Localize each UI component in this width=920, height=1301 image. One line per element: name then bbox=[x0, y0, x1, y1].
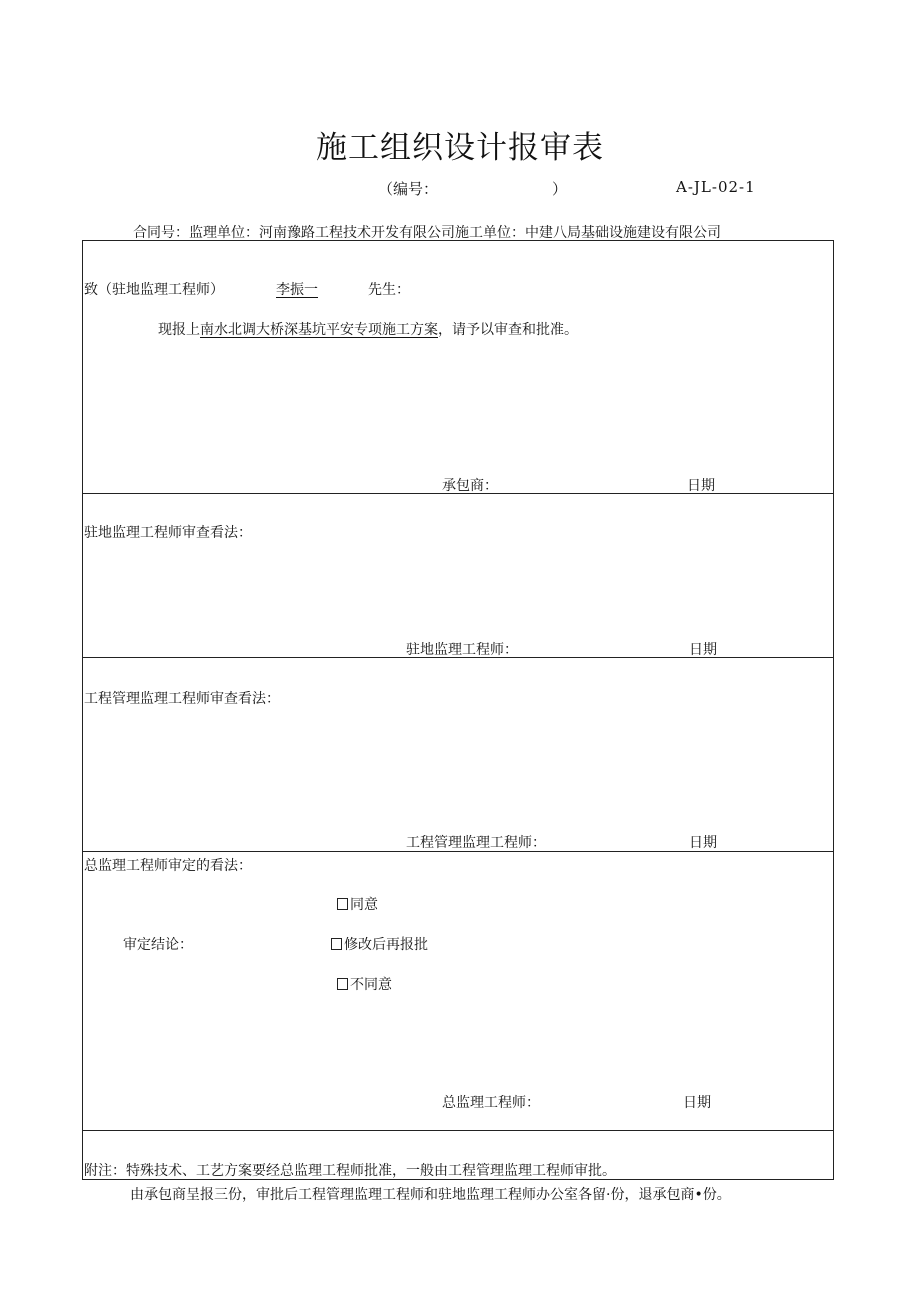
checkbox-icon[interactable] bbox=[337, 978, 348, 990]
option-reject[interactable] bbox=[337, 974, 392, 994]
addressee-label: 致（驻地监理工程师） bbox=[84, 282, 224, 298]
management-review-heading: 工程管理监理工程师审查看法： bbox=[84, 691, 280, 707]
contractor-date-label: 日期 bbox=[687, 478, 715, 494]
form-title: 施工组织设计报审表 bbox=[316, 130, 604, 166]
form-table bbox=[82, 240, 834, 1180]
chief-sign-label: 总监理工程师： bbox=[442, 1095, 540, 1111]
engineer-name: 李振一 bbox=[276, 282, 318, 298]
submission-statement bbox=[158, 319, 578, 339]
resident-review-heading: 驻地监理工程师审查看法： bbox=[84, 525, 252, 541]
contractor-sign-label: 承包商： bbox=[442, 478, 498, 494]
option-revise[interactable] bbox=[331, 934, 428, 954]
option-approve[interactable] bbox=[337, 894, 378, 914]
form-code: A-JL-02-1 bbox=[676, 178, 756, 196]
option-revise-label: 修改后再报批 bbox=[344, 937, 428, 953]
row-divider bbox=[82, 1130, 834, 1131]
checkbox-icon[interactable] bbox=[331, 938, 342, 950]
option-approve-label: 同意 bbox=[350, 897, 378, 913]
submit-suffix: ，请予以审查和批准。 bbox=[438, 322, 578, 338]
submit-prefix: 现报上 bbox=[158, 322, 200, 338]
serial-label: （编号： bbox=[378, 180, 439, 198]
option-reject-label: 不同意 bbox=[350, 977, 392, 993]
note-text: 附注：特殊技术、工艺方案要经总监理工程师批准，一般由工程管理监理工程师审批。 bbox=[84, 1163, 616, 1179]
management-sign-label: 工程管理监理工程师： bbox=[406, 835, 546, 851]
management-date-label: 日期 bbox=[689, 835, 717, 851]
resident-date-label: 日期 bbox=[689, 642, 717, 658]
plan-name: 南水北调大桥深基坑平安专项施工方案 bbox=[200, 322, 438, 338]
contract-header: 合同号：监理单位：河南豫路工程技术开发有限公司施工单位：中建八局基础设施建设有限公司 bbox=[133, 225, 721, 241]
salutation: 先生： bbox=[368, 282, 410, 298]
conclusion-label: 审定结论： bbox=[123, 937, 193, 953]
serial-close: ） bbox=[552, 180, 568, 198]
footer-text: 由承包商呈报三份，审批后工程管理监理工程师和驻地监理工程师办公室各留·份，退承包商•份。 bbox=[130, 1187, 731, 1203]
chief-date-label: 日期 bbox=[683, 1095, 711, 1111]
checkbox-icon[interactable] bbox=[337, 898, 348, 910]
chief-review-heading: 总监理工程师审定的看法： bbox=[84, 858, 252, 874]
resident-sign-label: 驻地监理工程师： bbox=[406, 642, 518, 658]
